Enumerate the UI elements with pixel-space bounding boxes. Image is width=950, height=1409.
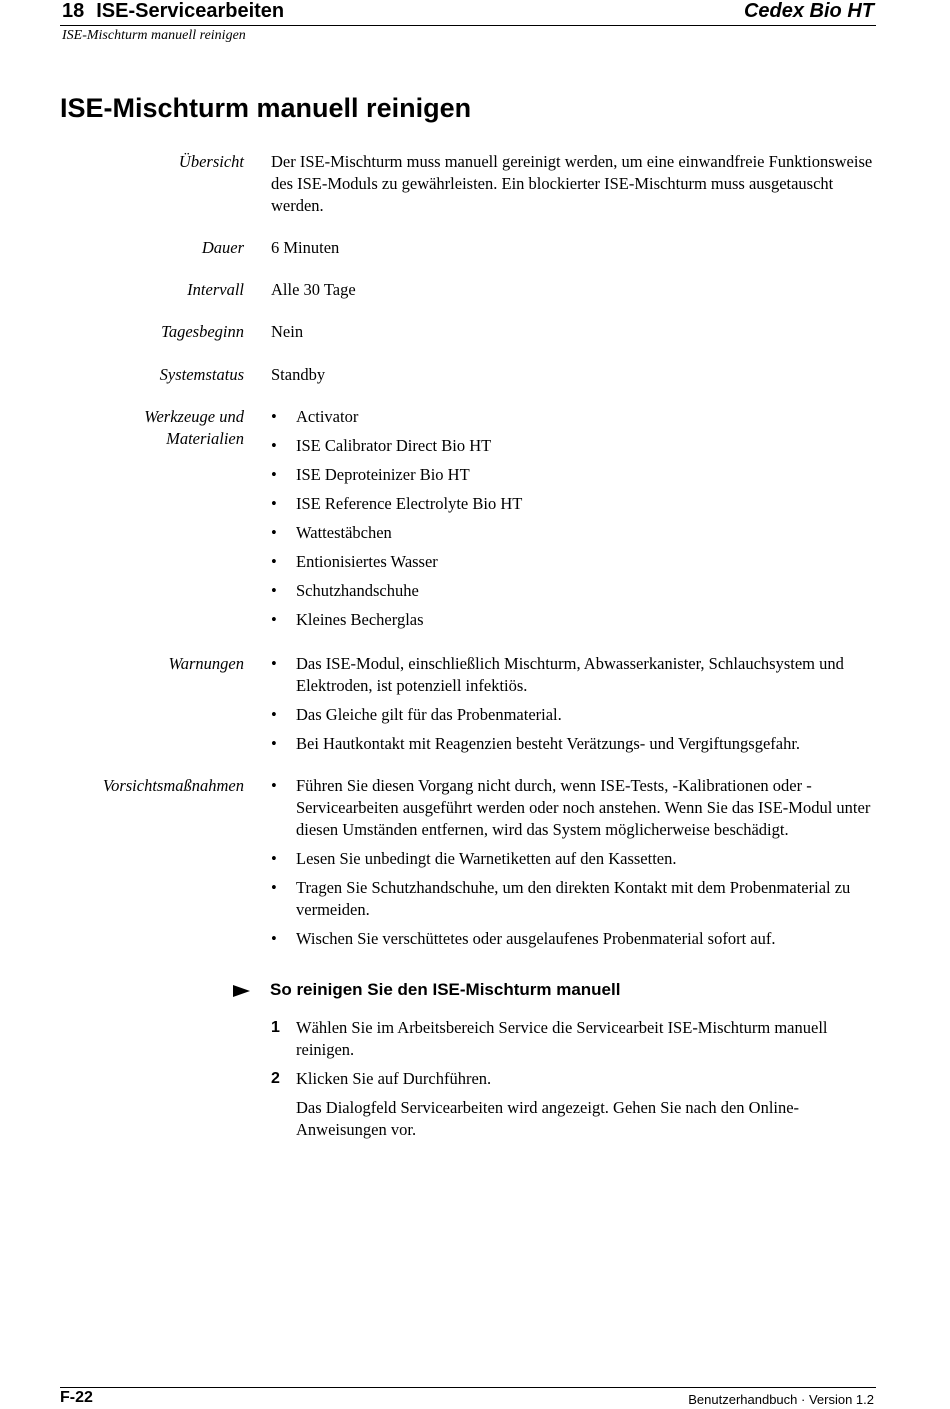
tools-item: • Entionisiertes Wasser (271, 551, 876, 573)
interval-value: Alle 30 Tage (271, 280, 356, 299)
page-number: F-22 (60, 1389, 93, 1406)
precaution-item: • Lesen Sie unbedingt die Warnetiketten auf den Kassetten. (271, 848, 876, 870)
tools-item: • ISE Deproteinizer Bio HT (271, 464, 876, 486)
interval-label: Intervall (187, 280, 244, 299)
overview-text: Der ISE-Mischturm muss manuell gereinigt werden, um eine einwandfreie Funktionsweise des ISE-Moduls zu gewährleisten. Ein blockierter ISE-Mischturm muss ausgetauscht werden. (271, 152, 873, 215)
step-text: Klicken Sie auf Durchführen. (296, 1069, 492, 1088)
warnings-list (271, 653, 876, 755)
precautions-label: Vorsichtsmaßnahmen (102, 776, 244, 795)
tools-list (271, 406, 876, 631)
precaution-item: • Wischen Sie verschüttetes oder ausgelaufenes Probenmaterial sofort auf. (271, 928, 876, 950)
document-version: Benutzerhandbuch · Version 1.2 (688, 1392, 874, 1407)
warning-item: • Das Gleiche gilt für das Probenmaterial. (271, 704, 876, 726)
precaution-item: • Führen Sie diesen Vorgang nicht durch, wenn ISE-Tests, -Kalibrationen oder -Servicearbeiten ausgeführt werden oder noch anstehen. Wenn Sie das ISE-Modul unter diesen Umständen entfernen, wird das System möglicherweise beschädigt. (271, 775, 876, 841)
tools-item: • Activator (271, 406, 876, 428)
tools-label (44, 406, 244, 450)
precautions-list (271, 775, 876, 950)
status-value: Standby (271, 365, 326, 384)
chapter-number: 18 (62, 0, 85, 22)
tools-item: • ISE Calibrator Direct Bio HT (271, 435, 876, 457)
status-label: Systemstatus (159, 365, 244, 384)
step-number: 1 (271, 1019, 280, 1036)
warnings-list-container (271, 653, 876, 762)
duration-value: 6 Minuten (271, 238, 340, 257)
section-subtitle: ISE-Mischturm manuell reinigen (62, 28, 246, 43)
warning-item: • Bei Hautkontakt mit Reagenzien besteht Verätzungs- und Vergiftungsgefahr. (271, 733, 876, 755)
tools-item: • Wattestäbchen (271, 522, 876, 544)
daystart-label: Tagesbeginn (161, 322, 244, 341)
tools-item: • Kleines Becherglas (271, 609, 876, 631)
procedure-arrow-icon (233, 985, 250, 997)
header-divider (60, 25, 876, 26)
duration-label: Dauer (201, 238, 244, 257)
tools-label-line2: Materialien (166, 429, 244, 448)
warning-item: • Das ISE-Modul, einschließlich Mischturm, Abwasserkanister, Schlauchsystem und Elektroden, ist potenziell infektiös. (271, 653, 876, 697)
tools-label-line1: Werkzeuge und (144, 407, 244, 426)
step-text: Wählen Sie im Arbeitsbereich Service die Servicearbeit ISE-Mischturm manuell reinigen. (296, 1018, 828, 1059)
step-number: 2 (271, 1070, 280, 1087)
procedure-title: So reinigen Sie den ISE-Mischturm manuell (270, 980, 621, 999)
procedure-step (271, 1068, 876, 1141)
daystart-value: Nein (271, 322, 304, 341)
page-title: ISE-Mischturm manuell reinigen (60, 93, 472, 123)
chapter-title: ISE-Servicearbeiten (96, 0, 285, 22)
step-note: Das Dialogfeld Servicearbeiten wird angezeigt. Gehen Sie nach den Online-Anweisungen vor. (296, 1098, 800, 1139)
product-name: Cedex Bio HT (743, 0, 874, 22)
tools-item: • ISE Reference Electrolyte Bio HT (271, 493, 876, 515)
precautions-list-container (271, 775, 876, 957)
tools-list-container (271, 406, 876, 638)
warnings-label: Warnungen (168, 654, 244, 673)
overview-label: Übersicht (178, 152, 244, 171)
tools-item: • Schutzhandschuhe (271, 580, 876, 602)
footer-divider (60, 1387, 876, 1388)
precaution-item: • Tragen Sie Schutzhandschuhe, um den direkten Kontakt mit dem Probenmaterial zu vermeiden. (271, 877, 876, 921)
chapter-heading (62, 0, 284, 23)
procedure-step (271, 1017, 876, 1061)
